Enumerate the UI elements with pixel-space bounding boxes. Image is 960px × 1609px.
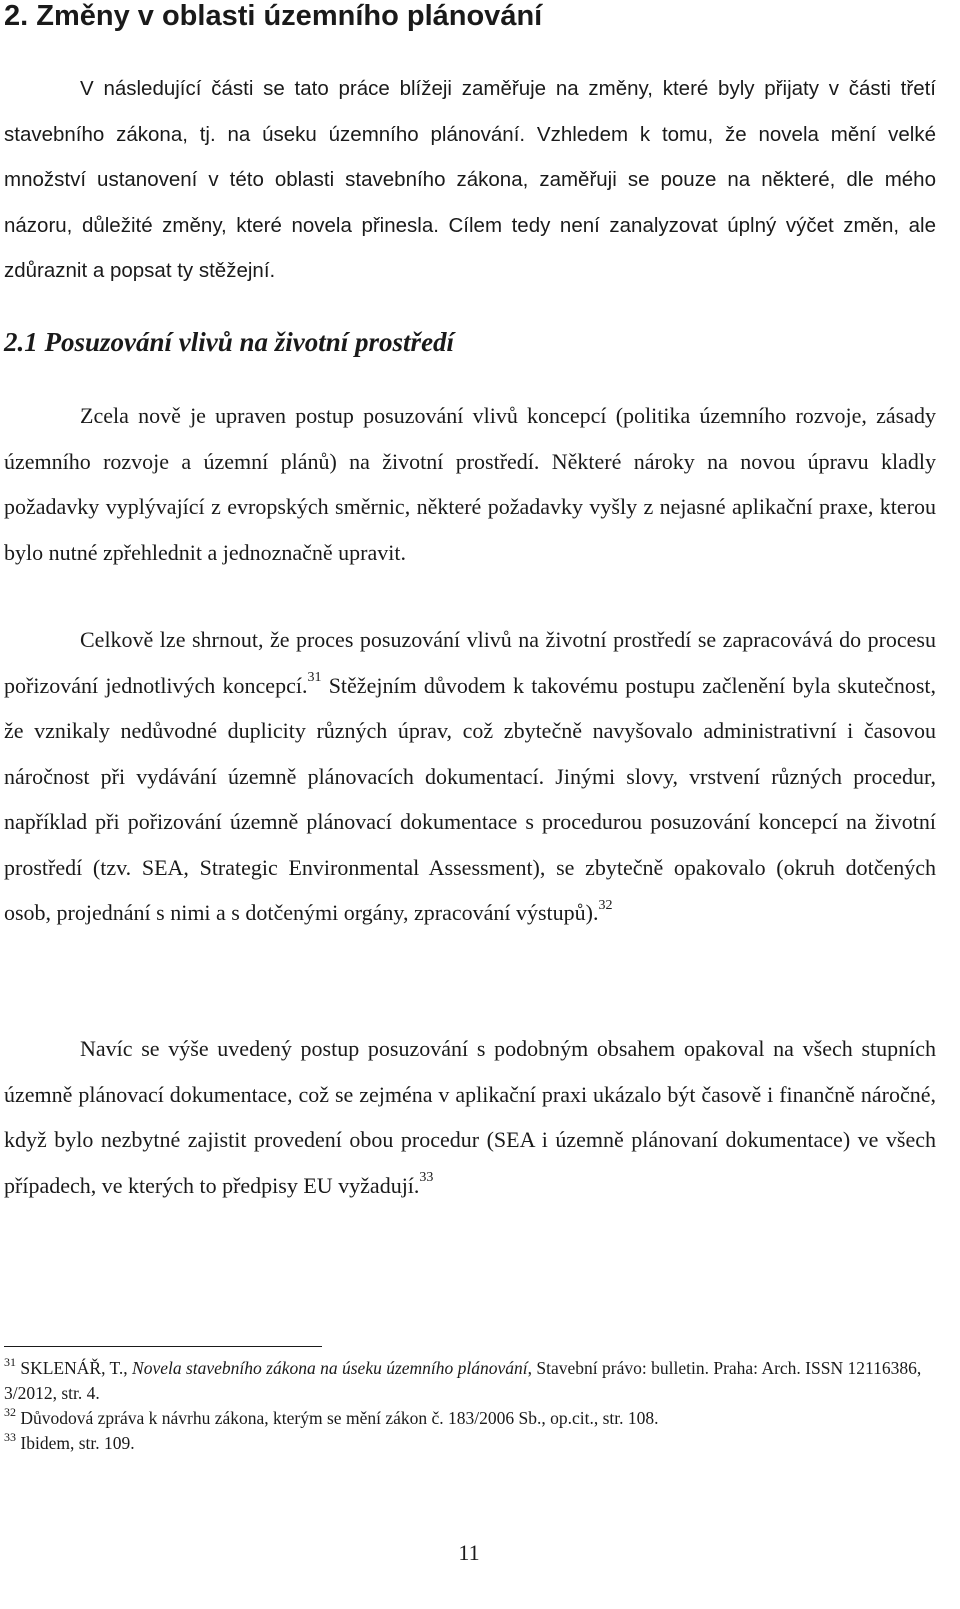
footnote-33 xyxy=(4,1431,934,1456)
footnote-text: Důvodová zpráva k návrhu zákona, kterým se mění zákon č. 183/2006 Sb., op.cit., str. 108. xyxy=(16,1408,659,1428)
footnote-separator xyxy=(4,1346,322,1347)
footnote-text: Ibidem, str. 109. xyxy=(16,1433,135,1453)
paragraph-3 xyxy=(4,1026,936,1208)
section-heading: 2. Změny v oblasti územního plánování xyxy=(4,0,543,32)
page-number: 11 xyxy=(458,1540,480,1565)
subsection-heading: 2.1 Posuzování vlivů na životní prostředí xyxy=(4,327,455,357)
footnote-32 xyxy=(4,1406,934,1431)
footnotes xyxy=(4,1356,934,1456)
footnote-ref-32: 32 xyxy=(598,897,613,913)
footnote-number: 31 xyxy=(4,1355,16,1370)
footnote-ref-33: 33 xyxy=(419,1170,434,1186)
footnote-text: , Stavební právo: bulletin. Praha: Arch. ISSN 12116386, 3/2012, str. 4. xyxy=(4,1358,922,1403)
footnote-number: 32 xyxy=(4,1405,16,1420)
footnote-31 xyxy=(4,1356,934,1406)
intro-paragraph: V následující části se tato práce blížeji zaměřuje na změny, které byly přijaty v části třetí stavebního zákona, tj. na úseku územního plánování. Vzhledem k tomu, že novela mění velké množství ustanovení v této oblasti stavebního zákona, zaměřuji se pouze na některé, dle mého názoru, důležité změny, které novela přinesla. Cílem tedy není zanalyzovat úplný výčet změn, ale zdůraznit a popsat ty stěžejní. xyxy=(4,77,936,282)
paragraph-2-text-a: Celkově lze shrnout, že proces posuzování vlivů na životní prostředí se zapracovává do procesu pořizování jednotlivých koncepcí. xyxy=(4,627,936,698)
paragraph-2 xyxy=(4,617,936,936)
paragraph-3-text: Navíc se výše uvedený postup posuzování s podobným obsahem opakoval na všech stupních územně plánovací dokumentace, což se zejména v aplikační praxi ukázalo být časově i finančně náročné, když bylo nezbytné zajistit provedení obou procedur (SEA i územně plánovaní dokumentace) ve všech případech, ve kterých to předpisy EU vyžadují. xyxy=(4,1036,936,1198)
footnote-ref-31: 31 xyxy=(307,670,322,686)
footnote-text: SKLENÁŘ, T., xyxy=(16,1358,133,1378)
footnote-title: Novela stavebního zákona na úseku územního plánování xyxy=(132,1358,528,1378)
paragraph-2-text-b: Stěžejním důvodem k takovému postupu začlenění byla skutečnost, že vznikaly nedůvodné duplicity různých úprav, což zbytečně navyšovalo administrativní i časovou náročnost při vydávání územně plánovacích dokumentací. Jinými slovy, vrstvení různých procedur, například při pořizování územně plánovací dokumentace s procedurou posuzování koncepcí na životní prostředí (tzv. SEA, Strategic Environmental Assessment), se zbytečně opakovalo (okruh dotčených osob, projednání s nimi a s dotčenými orgány, zpracování výstupů). xyxy=(4,672,936,925)
paragraph-1: Zcela nově je upraven postup posuzování vlivů koncepcí (politika územního rozvoje, zásady územního rozvoje a územní plánů) na životní prostředí. Některé nároky na novou úpravu kladly požadavky vyplývající z evropských směrnic, některé požadavky vyšly z nejasné aplikační praxe, kterou bylo nutné zpřehlednit a jednoznačně upravit. xyxy=(4,403,936,565)
footnote-number: 33 xyxy=(4,1430,16,1445)
